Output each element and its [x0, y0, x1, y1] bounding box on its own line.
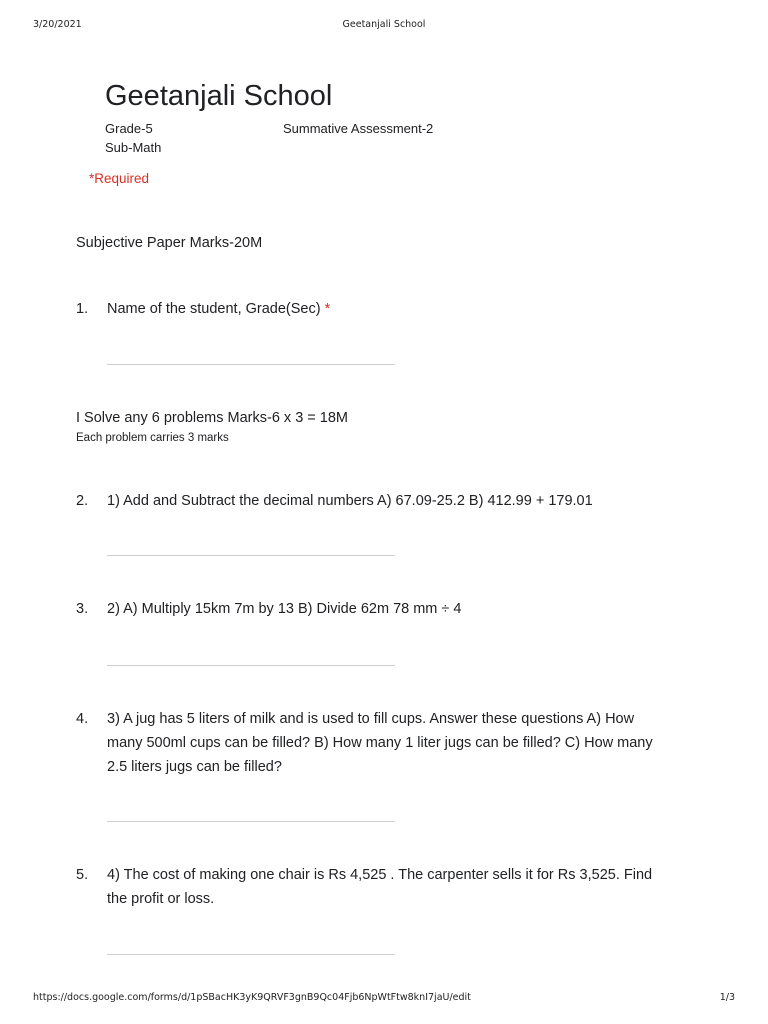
description-grade: Grade-5	[105, 121, 153, 136]
question-text: 1) Add and Subtract the decimal numbers A) 67.09-25.2 B) 412.99 + 179.01	[107, 493, 593, 509]
section-description: Each problem carries 3 marks	[76, 432, 229, 444]
form-title: Geetanjali School	[105, 80, 333, 112]
print-header	[0, 19, 768, 33]
question-text	[107, 297, 330, 321]
print-footer	[0, 992, 768, 1006]
answer-input-q3[interactable]	[107, 665, 395, 666]
question-text-line: 3) A jug has 5 liters of milk and is used to fill cups. Answer these questions A) How	[107, 711, 635, 727]
answer-input-name[interactable]	[107, 364, 395, 365]
question-text-line: the profit or loss.	[107, 891, 215, 907]
question-text	[107, 863, 652, 911]
description-assessment: Summative Assessment-2	[283, 121, 434, 136]
question-label: Name of the student, Grade(Sec)	[107, 301, 321, 317]
answer-input-q2[interactable]	[107, 555, 395, 556]
question-number: 4.	[76, 711, 89, 727]
question-number: 1.	[76, 301, 89, 317]
section-title-solve: I Solve any 6 problems Marks-6 x 3 = 18M	[76, 410, 348, 426]
answer-input-q4[interactable]	[107, 821, 395, 822]
print-date: 3/20/2021	[33, 19, 82, 30]
question-number: 5.	[76, 867, 89, 883]
question-text: 2) A) Multiply 15km 7m by 13 B) Divide 62m 78 mm ÷ 4	[107, 601, 462, 617]
question-text-line: 2.5 liters jugs can be filled?	[107, 759, 282, 775]
print-page-number: 1/3	[719, 992, 735, 1003]
print-title: Geetanjali School	[342, 19, 426, 30]
answer-input-q5[interactable]	[107, 954, 395, 955]
question-number: 2.	[76, 493, 89, 509]
question-text-line: many 500ml cups can be filled? B) How many 1 liter jugs can be filled? C) How many	[107, 735, 653, 751]
description-subject: Sub-Math	[105, 140, 162, 155]
question-text	[107, 707, 653, 779]
question-text-line: 4) The cost of making one chair is Rs 4,525 . The carpenter sells it for Rs 3,525. Find	[107, 867, 653, 883]
question-number: 3.	[76, 601, 89, 617]
print-url: https://docs.google.com/forms/d/1pSBacHK3yK9QRVF3gnB9Qc04Fjb6NpWtFtw8knI7jaU/edit	[33, 992, 471, 1003]
required-asterisk: *	[324, 301, 331, 317]
required-note: *Required	[89, 171, 150, 186]
section-title-subjective: Subjective Paper Marks-20M	[76, 235, 263, 251]
